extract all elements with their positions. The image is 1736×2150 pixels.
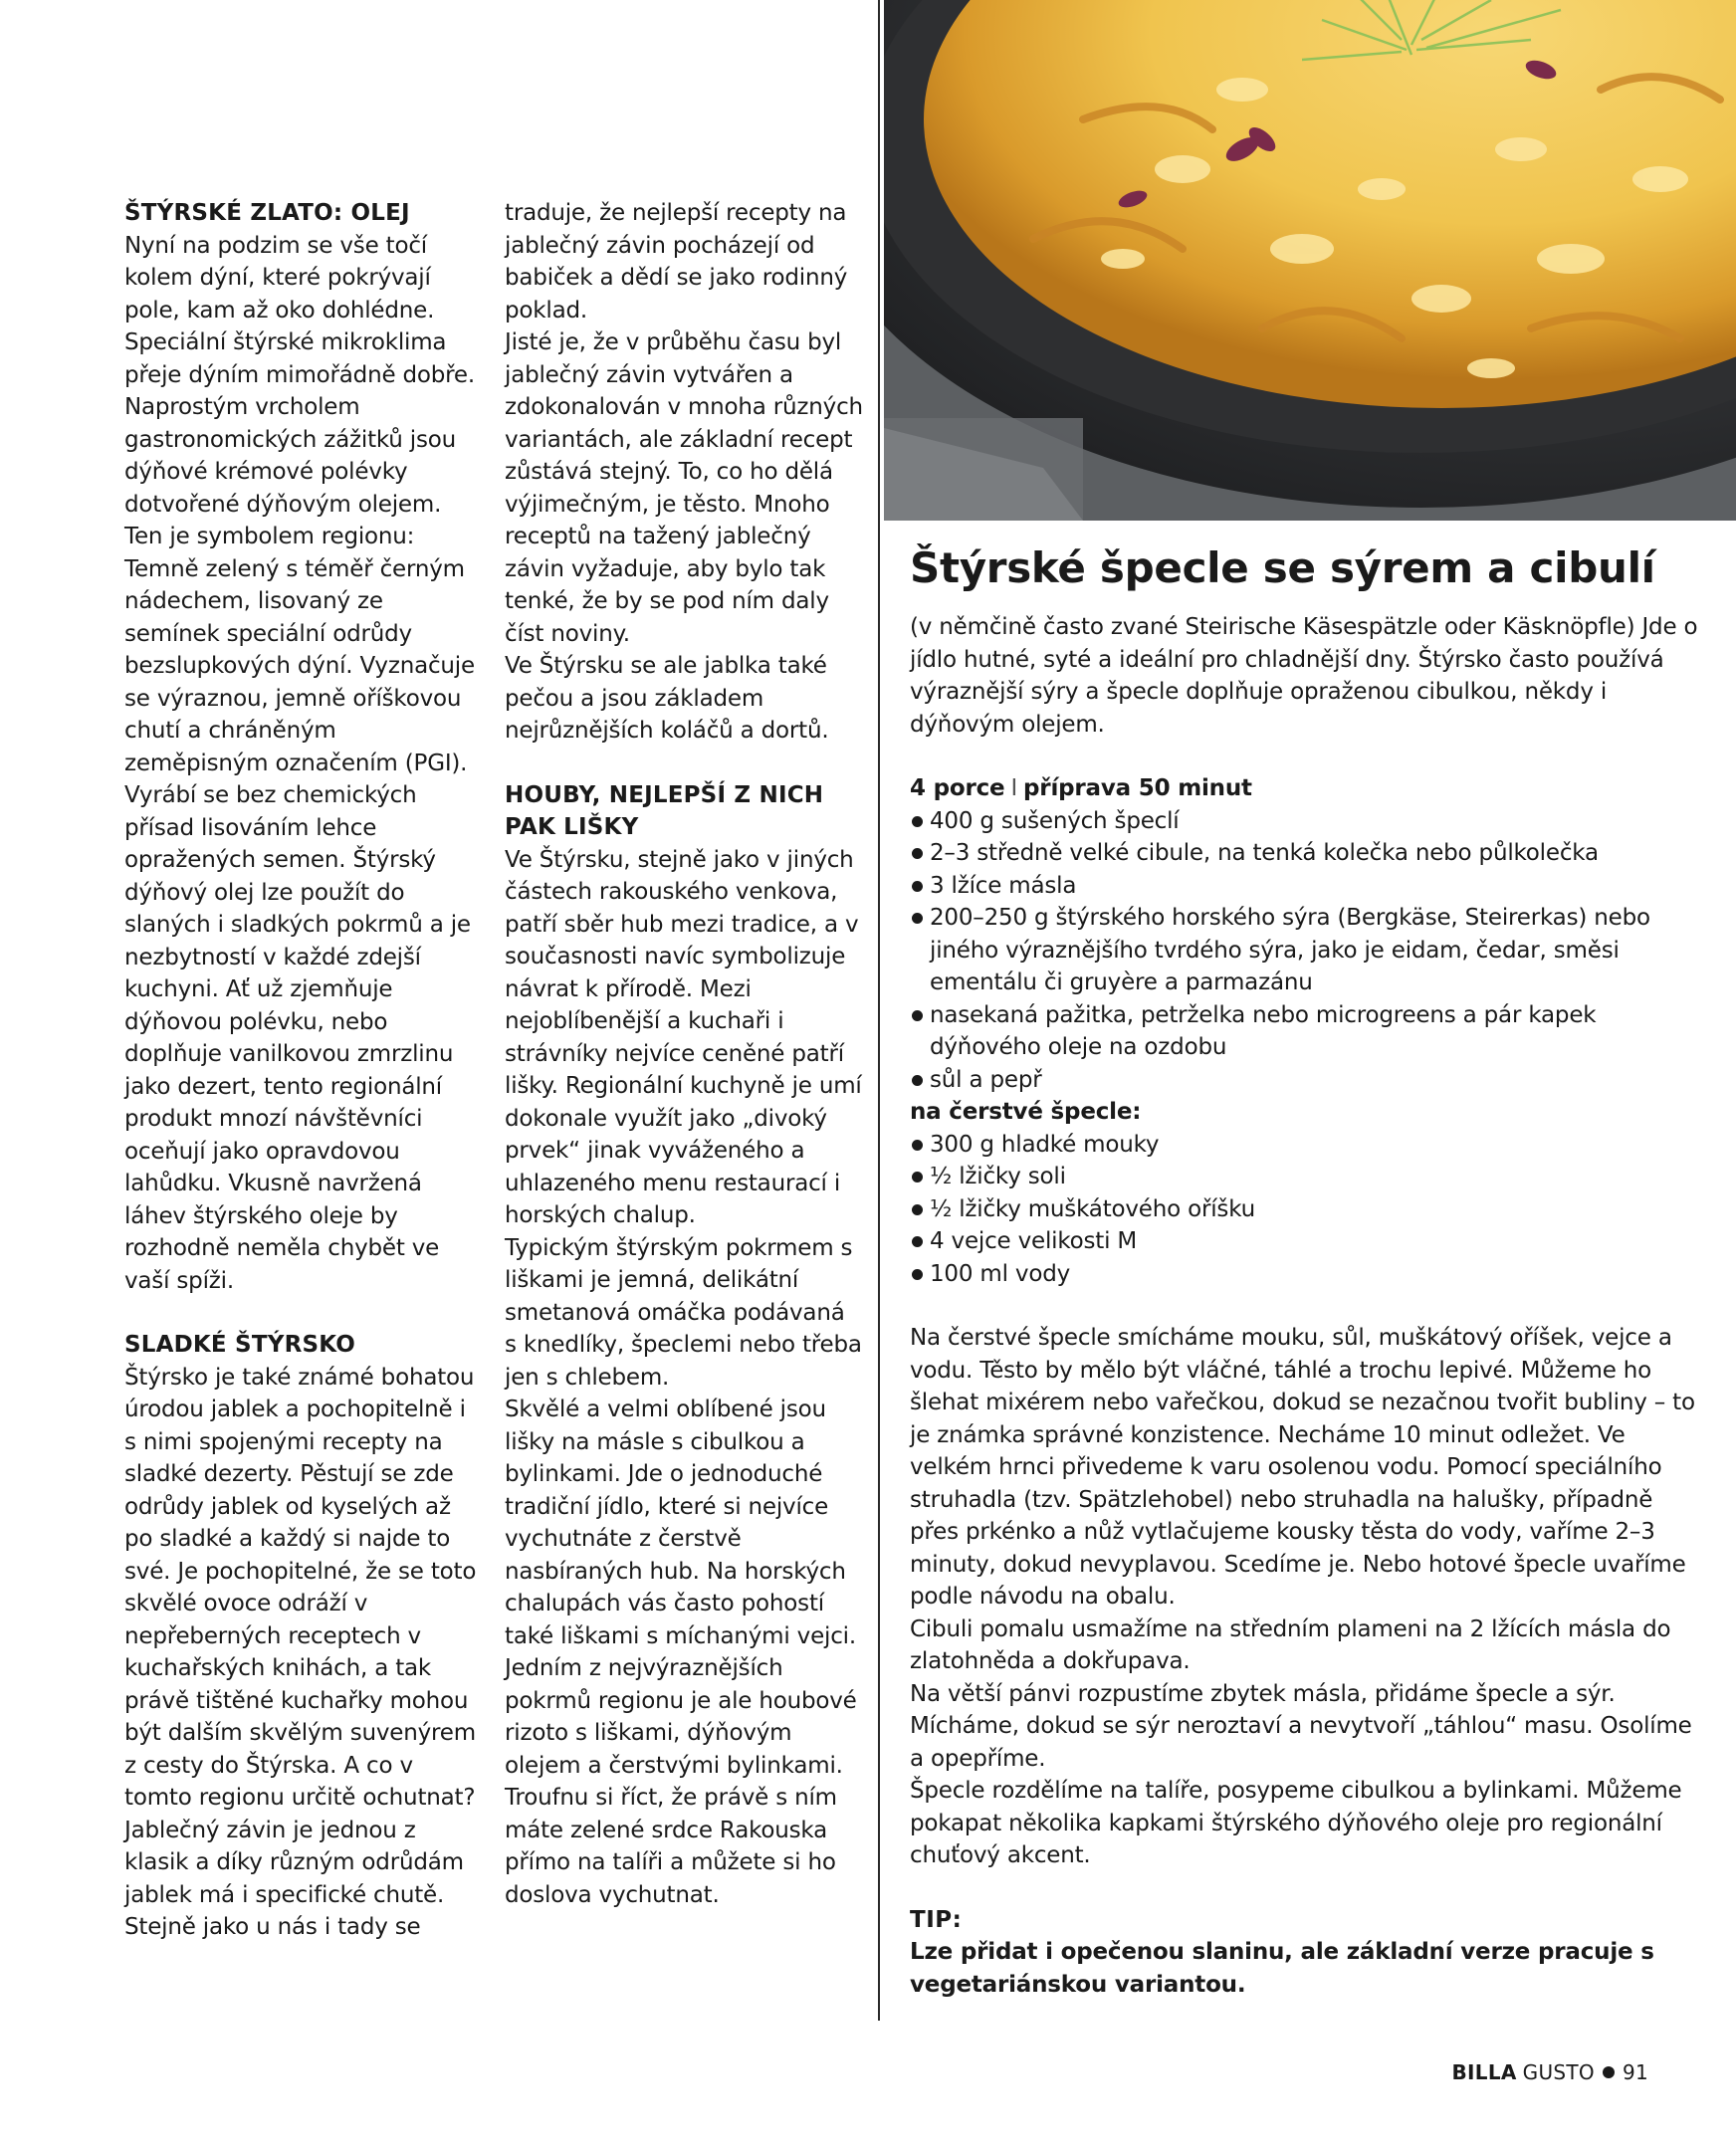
paragraph: Jedním z nejvýraznějších pokrmů regionu je ale houbové rizoto s liškami, dýňovým olejem a čerstvými bylinkami. Troufnu si říct, že právě s ním máte zelené srdce Rakouska přímo na talíři a můžete si ho doslova vychutnat. <box>505 1655 857 1908</box>
list-item: nasekaná pažitka, petrželka nebo microgreens a pár kapek dýňového oleje na ozdobu <box>910 999 1706 1064</box>
left-column <box>124 197 483 1944</box>
column-divider <box>878 0 880 2021</box>
paragraph: Nyní na podzim se vše točí kolem dýní, které pokrývají pole, kam až oko dohlédne. Speciální štýrské mikroklima přeje dýním mimořádně dobře. <box>124 232 475 388</box>
list-item: 400 g sušených špeclí <box>910 805 1706 838</box>
recipe-step: Špecle rozdělíme na talíře, posypeme cibulkou a bylinkami. Můžeme pokapat několika kapkami štýrského dýňového oleje pro regionální chuťový akcent. <box>910 1778 1682 1868</box>
paragraph: Typickým štýrským pokrmem s liškami je jemná, delikátní smetanová omáčka podávaná s knedlíky, špeclemi nebo třeba jen s chlebem. <box>505 1234 862 1391</box>
paragraph: Skvělé a velmi oblíbené jsou lišky na másle s cibulkou a bylinkami. Jde o jednoduché tradiční jídlo, které si nejvíce vychutnáte z čerstvě nasbíraných hub. Na horských chalupách vás často pohostí také liškami s míchanými vejci. <box>505 1397 856 1649</box>
meta-separator: I <box>1010 775 1018 801</box>
paragraph: Ve Štýrsku se ale jablka také pečou a jsou základem nejrůznějších koláčů a dortů. <box>505 653 829 744</box>
paragraph: Štýrsko je také známé bohatou úrodou jablek a pochopitelně i s nimi spojenými recepty na sladké dezerty. Pěstují se zde odrůdy jablek od kyselých až po sladké a každý si najde to své. Je pochopitelné, že se toto skvělé ovoce odráží v nepřeberných receptech v kuchařských knihách, a tak právě tištěné kuchařky mohou být dalším skvělým suvenýrem z cesty do Štýrska. A co v tomto regionu určitě ochutnat? Jablečný závin je jednou z klasik a díky různým odrůdám jablek má i specifické chutě. Stejně jako u nás i tady se <box>124 1364 477 1940</box>
food-photo <box>884 0 1736 521</box>
paragraph: Ve Štýrsku, stejně jako v jiných částech rakouského venkova, patří sběr hub mezi tradice, a v současnosti navíc symbolizuje návrat k přírodě. Mezi nejoblíbenější a kuchaři i strávníky nejvíce ceněné patří lišky. Regionální kuchyně je umí dokonale využít jako „divoký prvek“ jinak vyváženého a uhlazeného menu restaurací i horských chalup. <box>505 846 862 1228</box>
list-item: 3 lžíce másla <box>910 870 1706 903</box>
list-item: ½ lžičky muškátového oříšku <box>910 1193 1706 1226</box>
recipe-step: Na čerstvé špecle smícháme mouku, sůl, muškátový oříšek, vejce a vodu. Těsto by mělo být vláčné, táhlé a trochu lepivé. Můžeme ho šlehat mixérem nebo vařečkou, dokud se nezačnou tvořit bubliny – to je známka správné konzistence. Necháme 10 minut odležet. Ve velkém hrnci přivedeme k varu osolenou vodu. Pomocí speciálního struhadla (tzv. Spätzlehobel) nebo struhadla na halušky, případně přes prkénko a nůž vytlačujeme kousky těsta do vody, vaříme 2–3 minuty, dokud nevyplavou. Scedíme je. Nebo hotové špecle uvaříme podle návodu na obalu. <box>910 1325 1695 1610</box>
paragraph: traduje, že nejlepší recepty na jablečný závin pocházejí od babiček a dědí se jako rodinný poklad. <box>505 200 848 323</box>
list-item: 200–250 g štýrského horského sýra (Bergkäse, Steirerkas) nebo jiného výraznějšího tvrdého sýra, jako je eidam, čedar, směsi ementálu či gruyère a parmazánu <box>910 902 1706 999</box>
list-item: 2–3 středně velké cibule, na tenká kolečka nebo půlkolečka <box>910 837 1706 870</box>
fresh-ingredients-list <box>910 1129 1706 1291</box>
tip-title: TIP: <box>910 1906 963 1933</box>
spaetzle-pan-icon <box>884 0 1736 521</box>
page-number: 91 <box>1622 2060 1648 2084</box>
brand-name: BILLA <box>1451 2060 1517 2084</box>
paragraph: Jisté je, že v průběhu času byl jablečný závin vytvářen a zdokonalován v mnoha různých variantách, ale základní recept zůstává stejný. To, co ho dělá výjimečným, je těsto. Mnoho receptů na tažený jablečný závin vyžaduje, aby bylo tak tenké, že by se pod ním daly číst noviny. <box>505 329 863 647</box>
bullet-dot-icon <box>1603 2066 1615 2078</box>
recipe <box>910 538 1706 2001</box>
recipe-intro: (v němčině často zvané Steirische Käsespätzle oder Käsknöpfle) Jde o jídlo hutné, syté a ideální pro chladnější dny. Štýrsko často používá výraznější sýry a špecle doplňuje opraženou cibulkou, někdy i dýňovým olejem. <box>910 614 1698 738</box>
section-title-mushrooms: HOUBY, NEJLEPŠÍ Z NICH PAK LIŠKY <box>505 781 824 840</box>
section-title-oil: ŠTÝRSKÉ ZLATO: OLEJ <box>124 200 410 226</box>
recipe-title: Štýrské špecle se sýrem a cibulí <box>910 543 1655 592</box>
list-item: 4 vejce velikosti M <box>910 1225 1706 1258</box>
page-footer <box>1451 2060 1648 2084</box>
list-item: sůl a pepř <box>910 1064 1706 1097</box>
section-title-sweet: SLADKÉ ŠTÝRSKO <box>124 1332 355 1358</box>
middle-column <box>505 197 863 1911</box>
prep-time: příprava 50 minut <box>1023 775 1252 801</box>
servings: 4 porce <box>910 775 1005 801</box>
list-item: 300 g hladké mouky <box>910 1129 1706 1162</box>
list-item: 100 ml vody <box>910 1258 1706 1291</box>
recipe-meta <box>910 772 1706 805</box>
recipe-step: Na větší pánvi rozpustíme zbytek másla, přidáme špecle a sýr. Mícháme, dokud se sýr neroztaví a nevytvoří „táhlou“ masu. Osolíme a opepříme. <box>910 1680 1692 1772</box>
tip-text: Lze přidat i opečenou slaninu, ale základní verze pracuje s vegetariánskou variantou. <box>910 1939 1654 1998</box>
paragraph: Naprostým vrcholem gastronomických zážitků jsou dýňové krémové polévky dotvořené dýňovým olejem. Ten je symbolem regionu: Temně zelený s téměř černým nádechem, lisovaný ze semínek speciální odrůdy bezslupkových dýní. Vyznačuje se výraznou, jemně oříškovou chutí a chráněným zeměpisným označením (PGI). Vyrábí se bez chemických přísad lisováním lehce opražených semen. Štýrský dýňový olej lze použít do slaných i sladkých pokrmů a je nezbytností v každé zdejší kuchyni. Ať už zjemňuje dýňovou polévku, nebo doplňuje vanilkovou zmrzlinu jako dezert, tento regionální produkt mnozí návštěvníci oceňují jako opravdovou lahůdku. Vkusně navržená láhev štýrského oleje by rozhodně neměla chybět ve vaší spíži. <box>124 394 475 1294</box>
list-item: ½ lžičky soli <box>910 1161 1706 1193</box>
ingredients-list <box>910 805 1706 1097</box>
magazine-name: GUSTO <box>1522 2060 1595 2084</box>
recipe-step: Cibuli pomalu usmažíme na středním plameni na 2 lžících másla do zlatohněda a dokřupava. <box>910 1615 1671 1674</box>
fresh-spaetzle-title: na čerstvé špecle: <box>910 1099 1142 1125</box>
